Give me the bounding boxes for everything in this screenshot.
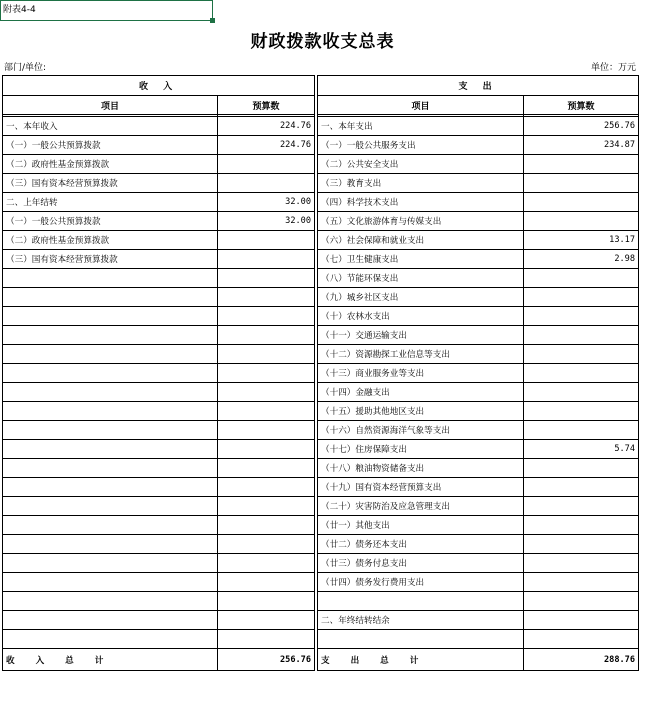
expense-item-label: （十五）援助其他地区支出	[318, 402, 524, 421]
income-item-value	[218, 288, 315, 307]
table-row	[3, 136, 639, 155]
table-row	[3, 155, 639, 174]
expense-item-label: （十二）资源勘探工业信息等支出	[318, 345, 524, 364]
table-row	[3, 383, 639, 402]
table-row	[3, 611, 639, 630]
expense-item-value	[524, 288, 639, 307]
income-item-label	[3, 592, 218, 611]
expense-total-label: 支 出 总 计	[318, 649, 524, 671]
expense-item-value	[524, 326, 639, 345]
expense-item-label: （廿一）其他支出	[318, 516, 524, 535]
income-item-value	[218, 497, 315, 516]
income-item-label	[3, 383, 218, 402]
expense-item-label: （二）公共安全支出	[318, 155, 524, 174]
column-header-row	[3, 96, 639, 115]
table-row	[3, 630, 639, 649]
table-row	[3, 554, 639, 573]
expense-item-label: （十九）国有资本经营预算支出	[318, 478, 524, 497]
income-item-label	[3, 478, 218, 497]
income-item-value	[218, 554, 315, 573]
income-item-value: 224.76	[218, 117, 315, 136]
income-item-value	[218, 326, 315, 345]
expense-item-label: （五）文化旅游体育与传媒支出	[318, 212, 524, 231]
income-item-header: 项目	[3, 96, 218, 115]
expense-section-header: 支 出	[318, 76, 639, 96]
expense-item-label: （四）科学技术支出	[318, 193, 524, 212]
table-row	[3, 174, 639, 193]
income-item-value	[218, 421, 315, 440]
expense-item-value	[524, 554, 639, 573]
table-row	[3, 212, 639, 231]
income-item-label: （一）一般公共预算拨款	[3, 212, 218, 231]
income-item-value	[218, 250, 315, 269]
expense-item-value	[524, 630, 639, 649]
income-item-value	[218, 573, 315, 592]
income-item-label	[3, 554, 218, 573]
income-item-value	[218, 155, 315, 174]
table-row	[3, 364, 639, 383]
expense-item-label: （一）一般公共服务支出	[318, 136, 524, 155]
table-row	[3, 250, 639, 269]
income-item-value	[218, 478, 315, 497]
expense-item-label: （廿三）债务付息支出	[318, 554, 524, 573]
expense-item-label: （九）城乡社区支出	[318, 288, 524, 307]
income-item-label: （三）国有资本经营预算拨款	[3, 174, 218, 193]
income-item-label	[3, 516, 218, 535]
expense-item-value	[524, 307, 639, 326]
income-budget-header: 预算数	[218, 96, 315, 115]
expense-item-value	[524, 193, 639, 212]
income-item-label	[3, 402, 218, 421]
income-total-label: 收 入 总 计	[3, 649, 218, 671]
income-item-value	[218, 516, 315, 535]
income-item-label: 一、本年收入	[3, 117, 218, 136]
table-row	[3, 269, 639, 288]
income-item-label	[3, 573, 218, 592]
budget-table	[2, 75, 639, 671]
expense-item-header: 项目	[318, 96, 524, 115]
income-item-value	[218, 459, 315, 478]
page-title: 财政拨款收支总表	[250, 32, 395, 52]
income-section-header: 收 入	[3, 76, 315, 96]
income-item-label	[3, 535, 218, 554]
income-item-label	[3, 288, 218, 307]
income-item-label	[3, 269, 218, 288]
income-item-value: 32.00	[218, 212, 315, 231]
income-item-value	[218, 307, 315, 326]
expense-item-label: （十三）商业服务业等支出	[318, 364, 524, 383]
table-row	[3, 516, 639, 535]
table-row	[3, 402, 639, 421]
table-row	[3, 193, 639, 212]
income-item-value	[218, 383, 315, 402]
expense-item-value: 5.74	[524, 440, 639, 459]
table-row	[3, 592, 639, 611]
income-item-label: （三）国有资本经营预算拨款	[3, 250, 218, 269]
income-item-label	[3, 345, 218, 364]
income-item-value	[218, 611, 315, 630]
income-item-value	[218, 535, 315, 554]
income-item-value	[218, 174, 315, 193]
expense-item-value	[524, 383, 639, 402]
expense-item-label: （十一）交通运输支出	[318, 326, 524, 345]
income-item-value: 32.00	[218, 193, 315, 212]
expense-item-label: （廿四）债务发行费用支出	[318, 573, 524, 592]
dept-label: 部门/单位:	[4, 63, 47, 73]
table-row	[3, 345, 639, 364]
expense-item-value	[524, 174, 639, 193]
expense-item-value	[524, 497, 639, 516]
income-item-value	[218, 630, 315, 649]
expense-item-value: 234.87	[524, 136, 639, 155]
income-item-value	[218, 440, 315, 459]
table-row	[3, 478, 639, 497]
income-item-label	[3, 497, 218, 516]
expense-item-label: （十）农林水支出	[318, 307, 524, 326]
expense-item-value	[524, 402, 639, 421]
expense-item-label: （六）社会保障和就业支出	[318, 231, 524, 250]
income-item-label: （二）政府性基金预算拨款	[3, 231, 218, 250]
income-item-value	[218, 345, 315, 364]
table-row	[3, 288, 639, 307]
expense-item-label: （十七）住房保障支出	[318, 440, 524, 459]
table-row	[3, 459, 639, 478]
table-row	[3, 573, 639, 592]
expense-item-label: （十四）金融支出	[318, 383, 524, 402]
income-item-label	[3, 611, 218, 630]
income-item-label	[3, 307, 218, 326]
table-row	[3, 307, 639, 326]
income-item-label	[3, 421, 218, 440]
expense-item-label: （廿二）债务还本支出	[318, 535, 524, 554]
expense-item-label: （七）卫生健康支出	[318, 250, 524, 269]
expense-item-value	[524, 345, 639, 364]
income-item-label	[3, 630, 218, 649]
income-item-label: （一）一般公共预算拨款	[3, 136, 218, 155]
expense-item-value	[524, 269, 639, 288]
income-item-label: 二、上年结转	[3, 193, 218, 212]
table-row	[3, 117, 639, 136]
table-row	[3, 535, 639, 554]
expense-item-value	[524, 592, 639, 611]
expense-item-value	[524, 364, 639, 383]
income-item-label	[3, 364, 218, 383]
income-item-value: 224.76	[218, 136, 315, 155]
expense-item-value	[524, 611, 639, 630]
expense-total-value: 288.76	[524, 649, 639, 671]
income-item-value	[218, 269, 315, 288]
expense-item-value	[524, 535, 639, 554]
income-item-value	[218, 231, 315, 250]
table-row	[3, 421, 639, 440]
table-row	[3, 440, 639, 459]
expense-item-value	[524, 516, 639, 535]
unit-label: 单位：万元	[590, 63, 636, 73]
expense-item-label: 一、本年支出	[318, 117, 524, 136]
table-row	[3, 326, 639, 345]
table-row	[3, 497, 639, 516]
table-row	[3, 231, 639, 250]
expense-item-label: 二、年终结转结余	[318, 611, 524, 630]
cell-ref-text: 附表4-4	[3, 5, 36, 15]
selected-cell-ref[interactable]	[0, 0, 213, 21]
expense-item-value	[524, 573, 639, 592]
expense-item-label: （二十）灾害防治及应急管理支出	[318, 497, 524, 516]
expense-budget-header: 预算数	[524, 96, 639, 115]
income-total-value: 256.76	[218, 649, 315, 671]
income-item-label	[3, 440, 218, 459]
section-header-row	[3, 76, 639, 96]
income-item-value	[218, 592, 315, 611]
expense-item-value	[524, 421, 639, 440]
expense-item-value	[524, 478, 639, 497]
expense-item-label	[318, 630, 524, 649]
totals-row	[3, 649, 639, 671]
expense-item-value: 13.17	[524, 231, 639, 250]
income-item-label: （二）政府性基金预算拨款	[3, 155, 218, 174]
expense-item-value	[524, 212, 639, 231]
expense-item-value	[524, 155, 639, 174]
expense-item-label: （十六）自然资源海洋气象等支出	[318, 421, 524, 440]
income-item-label	[3, 326, 218, 345]
income-item-value	[218, 402, 315, 421]
expense-item-label: （十八）粮油物资储备支出	[318, 459, 524, 478]
expense-item-value	[524, 459, 639, 478]
expense-item-label	[318, 592, 524, 611]
expense-item-value: 2.98	[524, 250, 639, 269]
expense-item-value: 256.76	[524, 117, 639, 136]
expense-item-label: （三）教育支出	[318, 174, 524, 193]
income-item-label	[3, 459, 218, 478]
income-item-value	[218, 364, 315, 383]
expense-item-label: （八）节能环保支出	[318, 269, 524, 288]
